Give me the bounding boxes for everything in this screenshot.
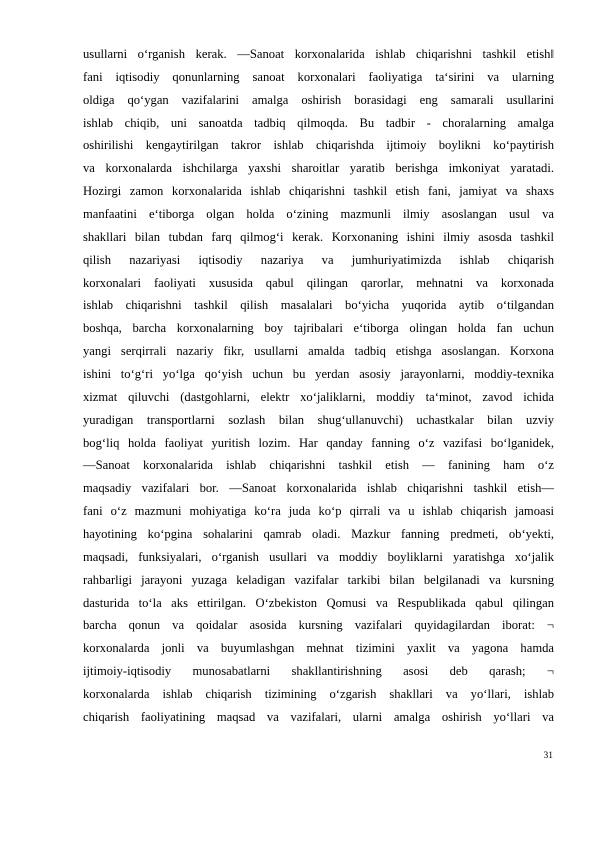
text-line: xizmat qiluvchi (dastgohlarni, elektr xo‘jaliklarni, moddiy ta‘minot, zavod ichida — [83, 389, 554, 404]
text-line: rahbarligi jarayoni yuzaga keladigan vazifalar tarkibi bilan belgilanadi va kursning — [83, 572, 554, 587]
text-line: fani iqtisodiy qonunlarning sanoat korxonalari faoliyatiga ta‘sirini va ularning — [83, 69, 554, 84]
text-line: manfaatini e‘tiborga olgan holda o‘zining mazmunli ilmiy asoslangan usul va — [83, 207, 554, 222]
text-line: korxonalarda jonli va buyumlashgan mehnat tizimini yaxlit va yagona hamda — [83, 641, 554, 656]
text-line: yuradigan transportlarni sozlash bilan shug‘ullanuvchi) uchastkalar bilan uzviy — [83, 412, 554, 427]
text-line: korxonalarda ishlab chiqarish tizimining o‘zgarish shakllari va yo‘llari, ishlab — [83, 687, 554, 702]
text-line: maqsadiy vazifalari bor. —Sanoat korxonalarida ishlab chiqarishni tashkil etish— — [83, 481, 554, 496]
text-line: ishini to‘g‘ri yo‘lga qo‘yish uchun bu yerdan asosiy jarayonlarni, moddiy-texnika — [83, 367, 554, 382]
text-line: fani o‘z mazmuni mohiyatiga ko‘ra juda ko‘p qirrali va u ishlab chiqarish jamoasi — [83, 504, 554, 519]
text-line: chiqarish faoliyatining maqsad va vazifalari, ularni amalga oshirish yo‘llari va — [83, 709, 554, 724]
text-line: bog‘liq holda faoliyat yuritish lozim. Har qanday fanning o‘z vazifasi bo‘lganidek, — [83, 435, 554, 450]
text-line: —Sanoat korxonalarida ishlab chiqarishni tashkil etish — fanining ham o‘z — [83, 458, 554, 473]
text-line: yangi serqirrali nazariy fikr, usullarni amalda tadbiq etishga asoslangan. Korxona — [83, 344, 554, 359]
text-line: oshirilishi kengaytirilgan takror ishlab chiqarishda ijtimoiy boylikni ko‘paytirish — [83, 138, 554, 153]
text-line: ijtimoiy-iqtisodiy munosabatlarni shakllantirishning asosi deb qarash; ¬ — [83, 664, 554, 679]
text-line: ishlab chiqarishni tashkil qilish masalalari bo‘yicha yuqorida aytib o‘tilgandan — [83, 298, 554, 313]
text-line: Hozirgi zamon korxonalarida ishlab chiqarishni tashkil etish fani, jamiyat va shaxs — [83, 184, 554, 199]
body-text — [83, 43, 554, 729]
text-line: usullarni o‘rganish kerak. —Sanoat korxonalarida ishlab chiqarishni tashkil etish‖ — [83, 47, 554, 61]
text-line: va korxonalarda ishchilarga yaxshi sharoitlar yaratib berishga imkoniyat yaratadi. — [83, 161, 554, 176]
text-line: ishlab chiqib, uni sanoatda tadbiq qilmoqda. Bu tadbir - choralarning amalga — [83, 115, 554, 130]
text-line: oldiga qo‘ygan vazifalarini amalga oshirish borasidagi eng samarali usullarini — [83, 92, 554, 107]
text-line: barcha qonun va qoidalar asosida kursning vazifalari quyidagilardan iborat: ¬ — [83, 618, 554, 633]
text-line: shakllari bilan tubdan farq qilmog‘i kerak. Korxonaning ishini ilmiy asosda tashkil — [83, 229, 554, 244]
text-line: qilish nazariyasi iqtisodiy nazariya va jumhuriyatimizda ishlab chiqarish — [83, 252, 554, 267]
text-line: boshqa, barcha korxonalarning boy tajribalari e‘tiborga olingan holda fan uchun — [83, 321, 554, 336]
text-line: maqsadi, funksiyalari, o‘rganish usullari va moddiy boyliklarni yaratishga xo‘jalik — [83, 549, 554, 564]
page-number: 31 — [543, 751, 553, 761]
text-line: hayotining ko‘pgina sohalarini qamrab oladi. Mazkur fanning predmeti, ob‘yekti, — [83, 527, 554, 542]
text-line: korxonalari faoliyati xususida qabul qilingan qarorlar, mehnatni va korxonada — [83, 275, 554, 290]
text-line: dasturida to‘la aks ettirilgan. O‘zbekiston Qomusi va Respublikada qabul qilingan — [83, 595, 554, 610]
